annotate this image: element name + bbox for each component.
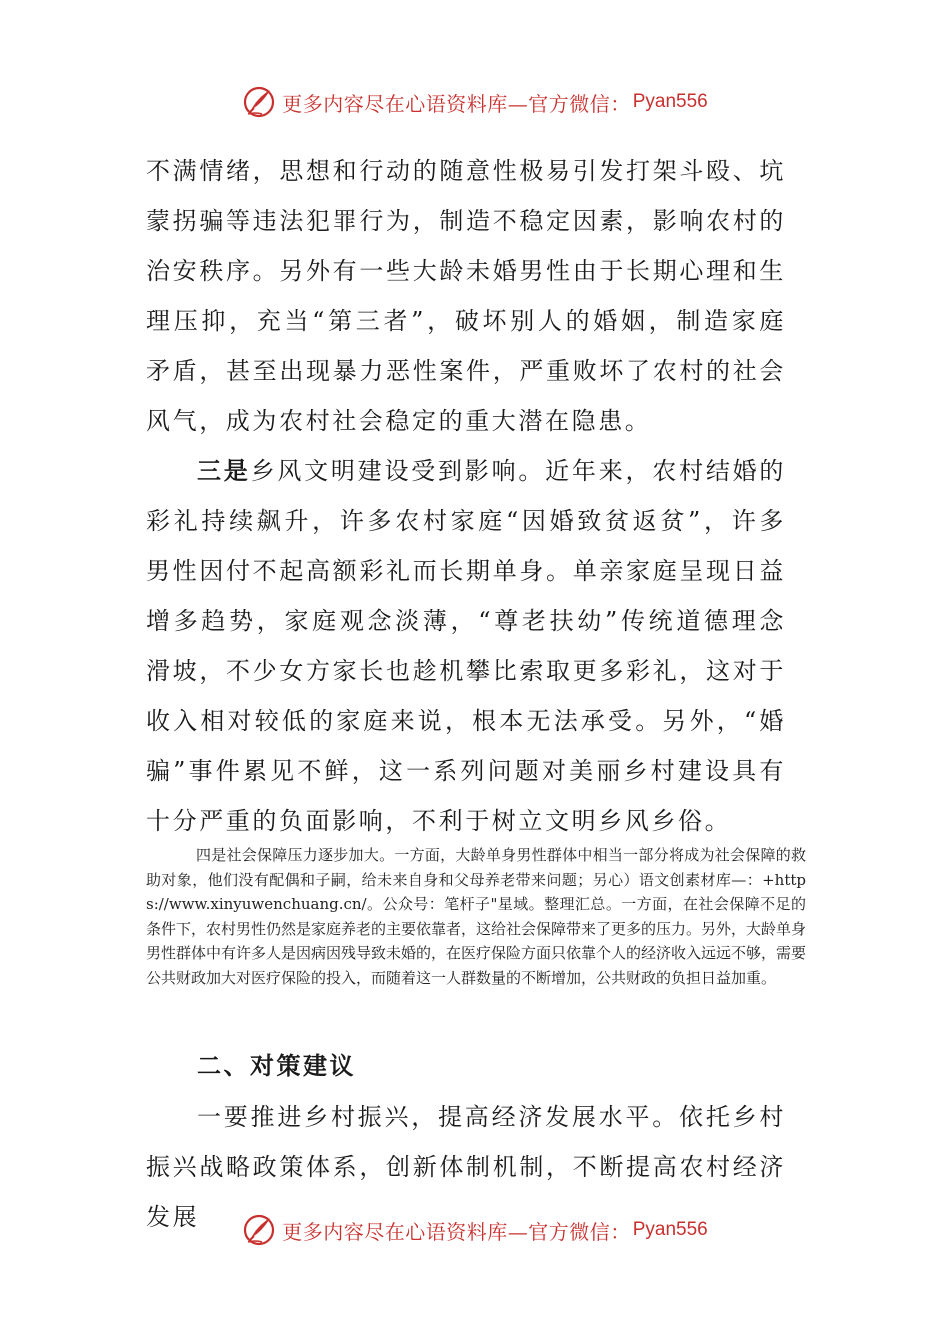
continuation-paragraph: 不满情绪，思想和行动的随意性极易引发打架斗殴、坑蒙拐骗等违法犯罪行为，制造不稳定因素，影响农村的治安秩序。另外有一些大龄未婚男性由于长期心理和生理压抑，充当“第三者”，破坏别人的婚姻，制造家庭矛盾，甚至出现暴力恶性案件，严重败坏了农村的社会风气，成为农村社会稳定的重大潜在隐患。 bbox=[146, 157, 786, 435]
banner-text: 更多内容尽在心语资料库—官方微信： bbox=[282, 1219, 631, 1244]
paragraph-three bbox=[146, 446, 786, 846]
quill-pen-logo-icon bbox=[242, 85, 276, 119]
paragraph-four-small: 四是社会保障压力逐步加大。一方面，大龄单身男性群体中相当一部分将成为社会保障的救助对象，他们没有配偶和子嗣，给未来自身和父母养老带来问题；另心）语文创素材库—：+https://www.xinyuwenchuang.cn/。公众号：笔杆子"星域。整理汇总。一方面，在社会保障不足的条件下，农村男性仍然是家庭养老的主要依靠者，这给社会保障带来了更多的压力。另外，大龄单身男性群体中有许多人是因病因残导致未婚的，在医疗保险方面只依靠个人的经济收入远远不够，需要公共财政加大对医疗保险的投入，而随着这一人群数量的不断增加，公共财政的负担日益加重。 bbox=[146, 846, 807, 987]
paragraph-one: 一要推进乡村振兴，提高经济发展水平。依托乡村振兴战略政策体系，创新体制机制，不断提高农村经济发展 bbox=[146, 1103, 786, 1231]
section-heading: 二、对策建议 bbox=[197, 1051, 356, 1080]
paragraph-three-container bbox=[146, 446, 786, 846]
continuation-paragraph-container bbox=[146, 146, 786, 446]
quill-pen-logo-icon bbox=[242, 1213, 276, 1247]
header-banner bbox=[0, 82, 950, 122]
banner-contact: Pyan556 bbox=[632, 1219, 708, 1240]
footer-banner bbox=[0, 1210, 950, 1250]
paragraph-three-body: 乡风文明建设受到影响。近年来，农村结婚的彩礼持续飙升，许多农村家庭“因婚致贫返贫”，许多男性因付不起高额彩礼而长期单身。单亲家庭呈现日益增多趋势，家庭观念淡薄，“尊老扶幼”传统道德理念滑坡，不少女方家长也趁机攀比索取更多彩礼，这对于收入相对较低的家庭来说，根本无法承受。另外，“婚骗”事件累见不鲜，这一系列问题对美丽乡村建设具有十分严重的负面影响，不利于树立文明乡风乡俗。 bbox=[146, 457, 786, 835]
paragraph-three-lead: 三是 bbox=[197, 456, 251, 485]
banner-contact: Pyan556 bbox=[632, 91, 708, 112]
banner-text: 更多内容尽在心语资料库—官方微信： bbox=[282, 91, 631, 116]
